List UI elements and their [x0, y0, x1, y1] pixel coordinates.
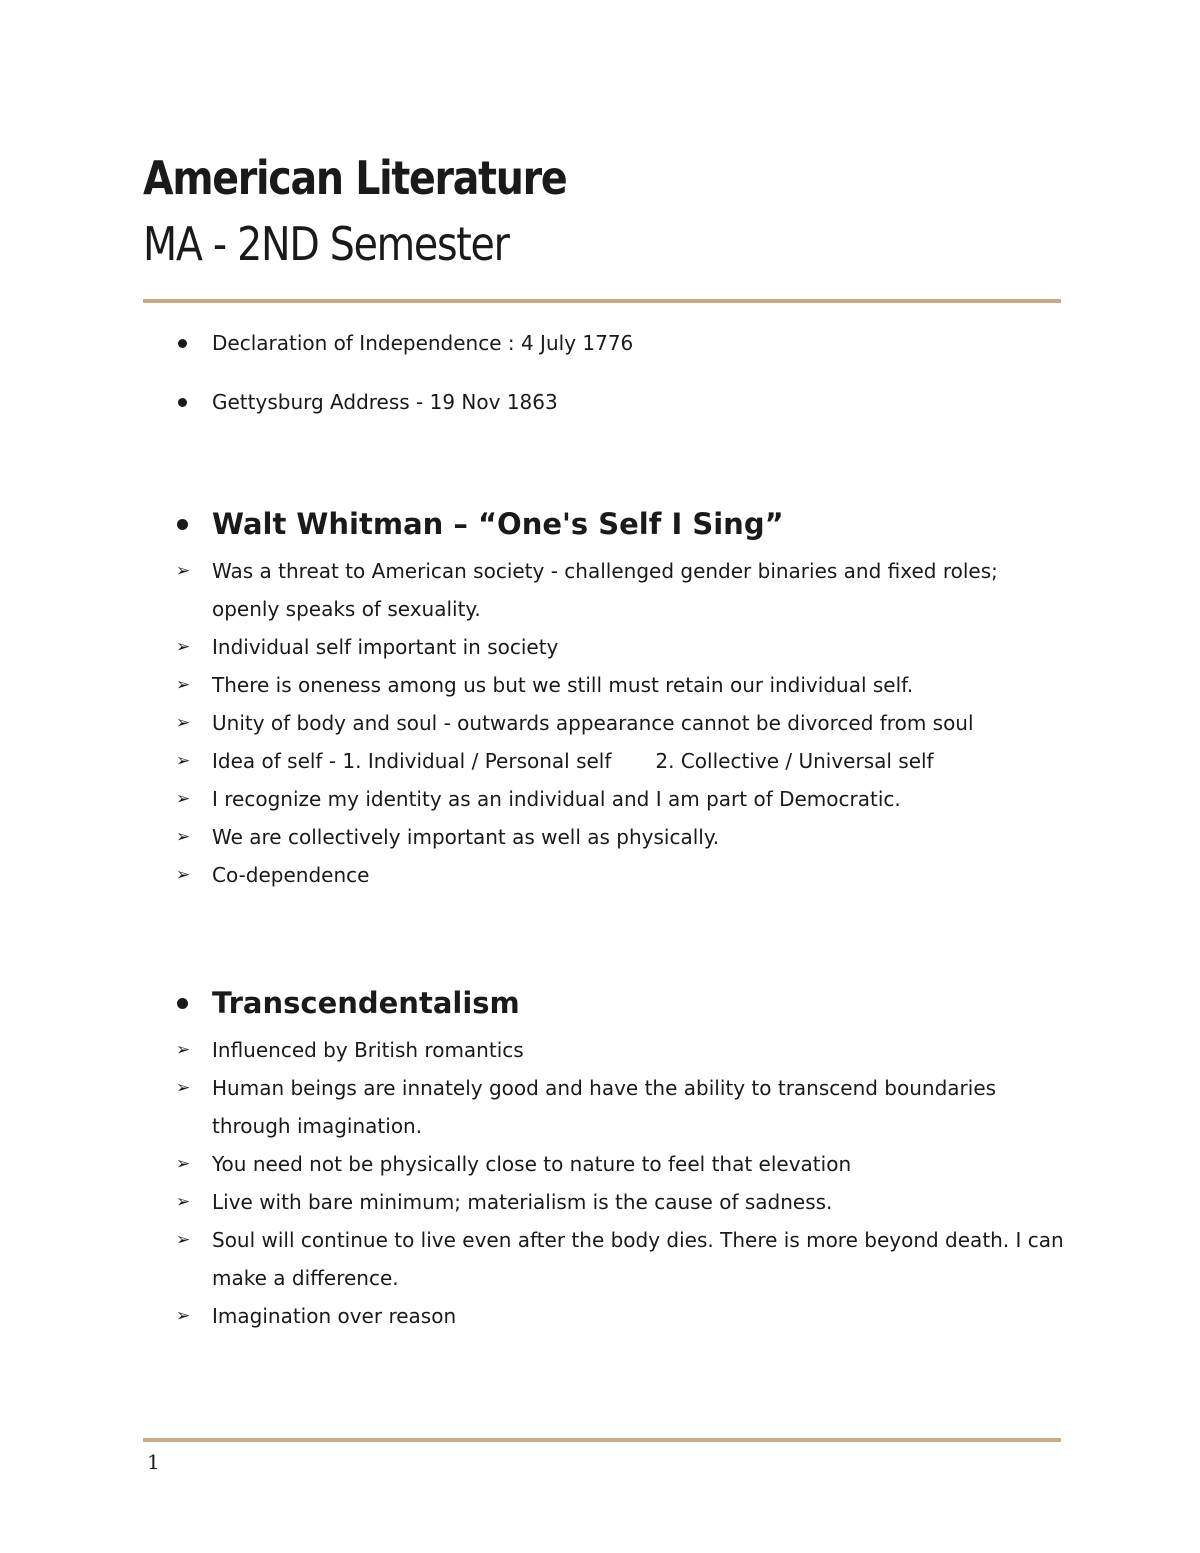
list-item-text: Human beings are innately good and have the ability to transcend boundaries through imagination. — [212, 1076, 997, 1138]
list-item — [176, 780, 1066, 818]
arrow-bullet-icon: ➢ — [176, 1192, 191, 1212]
list-item-text: Influenced by British romantics — [212, 1038, 524, 1062]
list-item — [176, 856, 1066, 894]
list-item-text: Unity of body and soul - outwards appearance cannot be divorced from soul — [212, 711, 974, 735]
list-item-text: Live with bare minimum; materialism is the cause of sadness. — [212, 1190, 833, 1214]
arrow-bullet-icon: ➢ — [176, 637, 191, 657]
section-heading — [176, 502, 1066, 546]
header-divider — [143, 299, 1061, 303]
list-item-text: You need not be physically close to nature to feel that elevation — [212, 1152, 852, 1176]
arrow-bullet-icon: ➢ — [176, 713, 191, 733]
intro-item — [176, 326, 1056, 360]
intro-item — [176, 385, 1056, 419]
footer-divider — [143, 1438, 1061, 1442]
list-item-text: Was a threat to American society - challenged gender binaries and fixed roles; openly speaks of sexuality. — [212, 559, 998, 621]
arrow-bullet-icon: ➢ — [176, 789, 191, 809]
bullet-dot-icon — [178, 339, 187, 348]
section-heading-text: Transcendentalism — [212, 986, 520, 1020]
section-heading — [176, 981, 1066, 1025]
document-title: American Literature — [143, 151, 567, 205]
list-item — [176, 1069, 1066, 1145]
arrow-bullet-icon: ➢ — [176, 561, 191, 581]
section-heading-text: Walt Whitman – “One's Self I Sing” — [212, 507, 784, 541]
bullet-dot-icon — [177, 519, 188, 530]
list-item — [176, 742, 1066, 780]
section-transcendentalism — [176, 981, 1066, 1335]
section-item-list — [176, 552, 1066, 894]
list-item-text: There is oneness among us but we still must retain our individual self. — [212, 673, 914, 697]
section-item-list — [176, 1031, 1066, 1335]
section-walt-whitman — [176, 502, 1066, 894]
arrow-bullet-icon: ➢ — [176, 751, 191, 771]
list-item-text: Individual self important in society — [212, 635, 559, 659]
title-block — [143, 148, 1063, 274]
list-item-text-second-part: 2. Collective / Universal self — [655, 749, 934, 773]
intro-item-text: Gettysburg Address - 19 Nov 1863 — [212, 390, 558, 414]
list-item — [176, 704, 1066, 742]
intro-list — [176, 326, 1056, 444]
arrow-bullet-icon: ➢ — [176, 1040, 191, 1060]
list-item-text: I recognize my identity as an individual and I am part of Democratic. — [212, 787, 901, 811]
list-item — [176, 1297, 1066, 1335]
document-subtitle: MA - 2ND Semester — [143, 217, 509, 271]
list-item-text: Co-dependence — [212, 863, 370, 887]
list-item — [176, 552, 1066, 628]
list-item — [176, 818, 1066, 856]
list-item — [176, 628, 1066, 666]
arrow-bullet-icon: ➢ — [176, 1154, 191, 1174]
bullet-dot-icon — [178, 398, 187, 407]
list-item-text: Imagination over reason — [212, 1304, 457, 1328]
arrow-bullet-icon: ➢ — [176, 1306, 191, 1326]
list-item — [176, 1031, 1066, 1069]
list-item — [176, 1145, 1066, 1183]
arrow-bullet-icon: ➢ — [176, 865, 191, 885]
list-item — [176, 666, 1066, 704]
list-item-text: Idea of self - 1. Individual / Personal self — [212, 749, 612, 773]
arrow-bullet-icon: ➢ — [176, 1230, 191, 1250]
list-item-text: We are collectively important as well as physically. — [212, 825, 720, 849]
arrow-bullet-icon: ➢ — [176, 675, 191, 695]
arrow-bullet-icon: ➢ — [176, 1078, 191, 1098]
intro-item-text: Declaration of Independence : 4 July 1776 — [212, 331, 634, 355]
page-number: 1 — [147, 1450, 160, 1474]
list-item — [176, 1221, 1066, 1297]
list-item — [176, 1183, 1066, 1221]
arrow-bullet-icon: ➢ — [176, 827, 191, 847]
list-item-text: Soul will continue to live even after the body dies. There is more beyond death. I can make a difference. — [212, 1228, 1064, 1290]
bullet-dot-icon — [177, 998, 188, 1009]
